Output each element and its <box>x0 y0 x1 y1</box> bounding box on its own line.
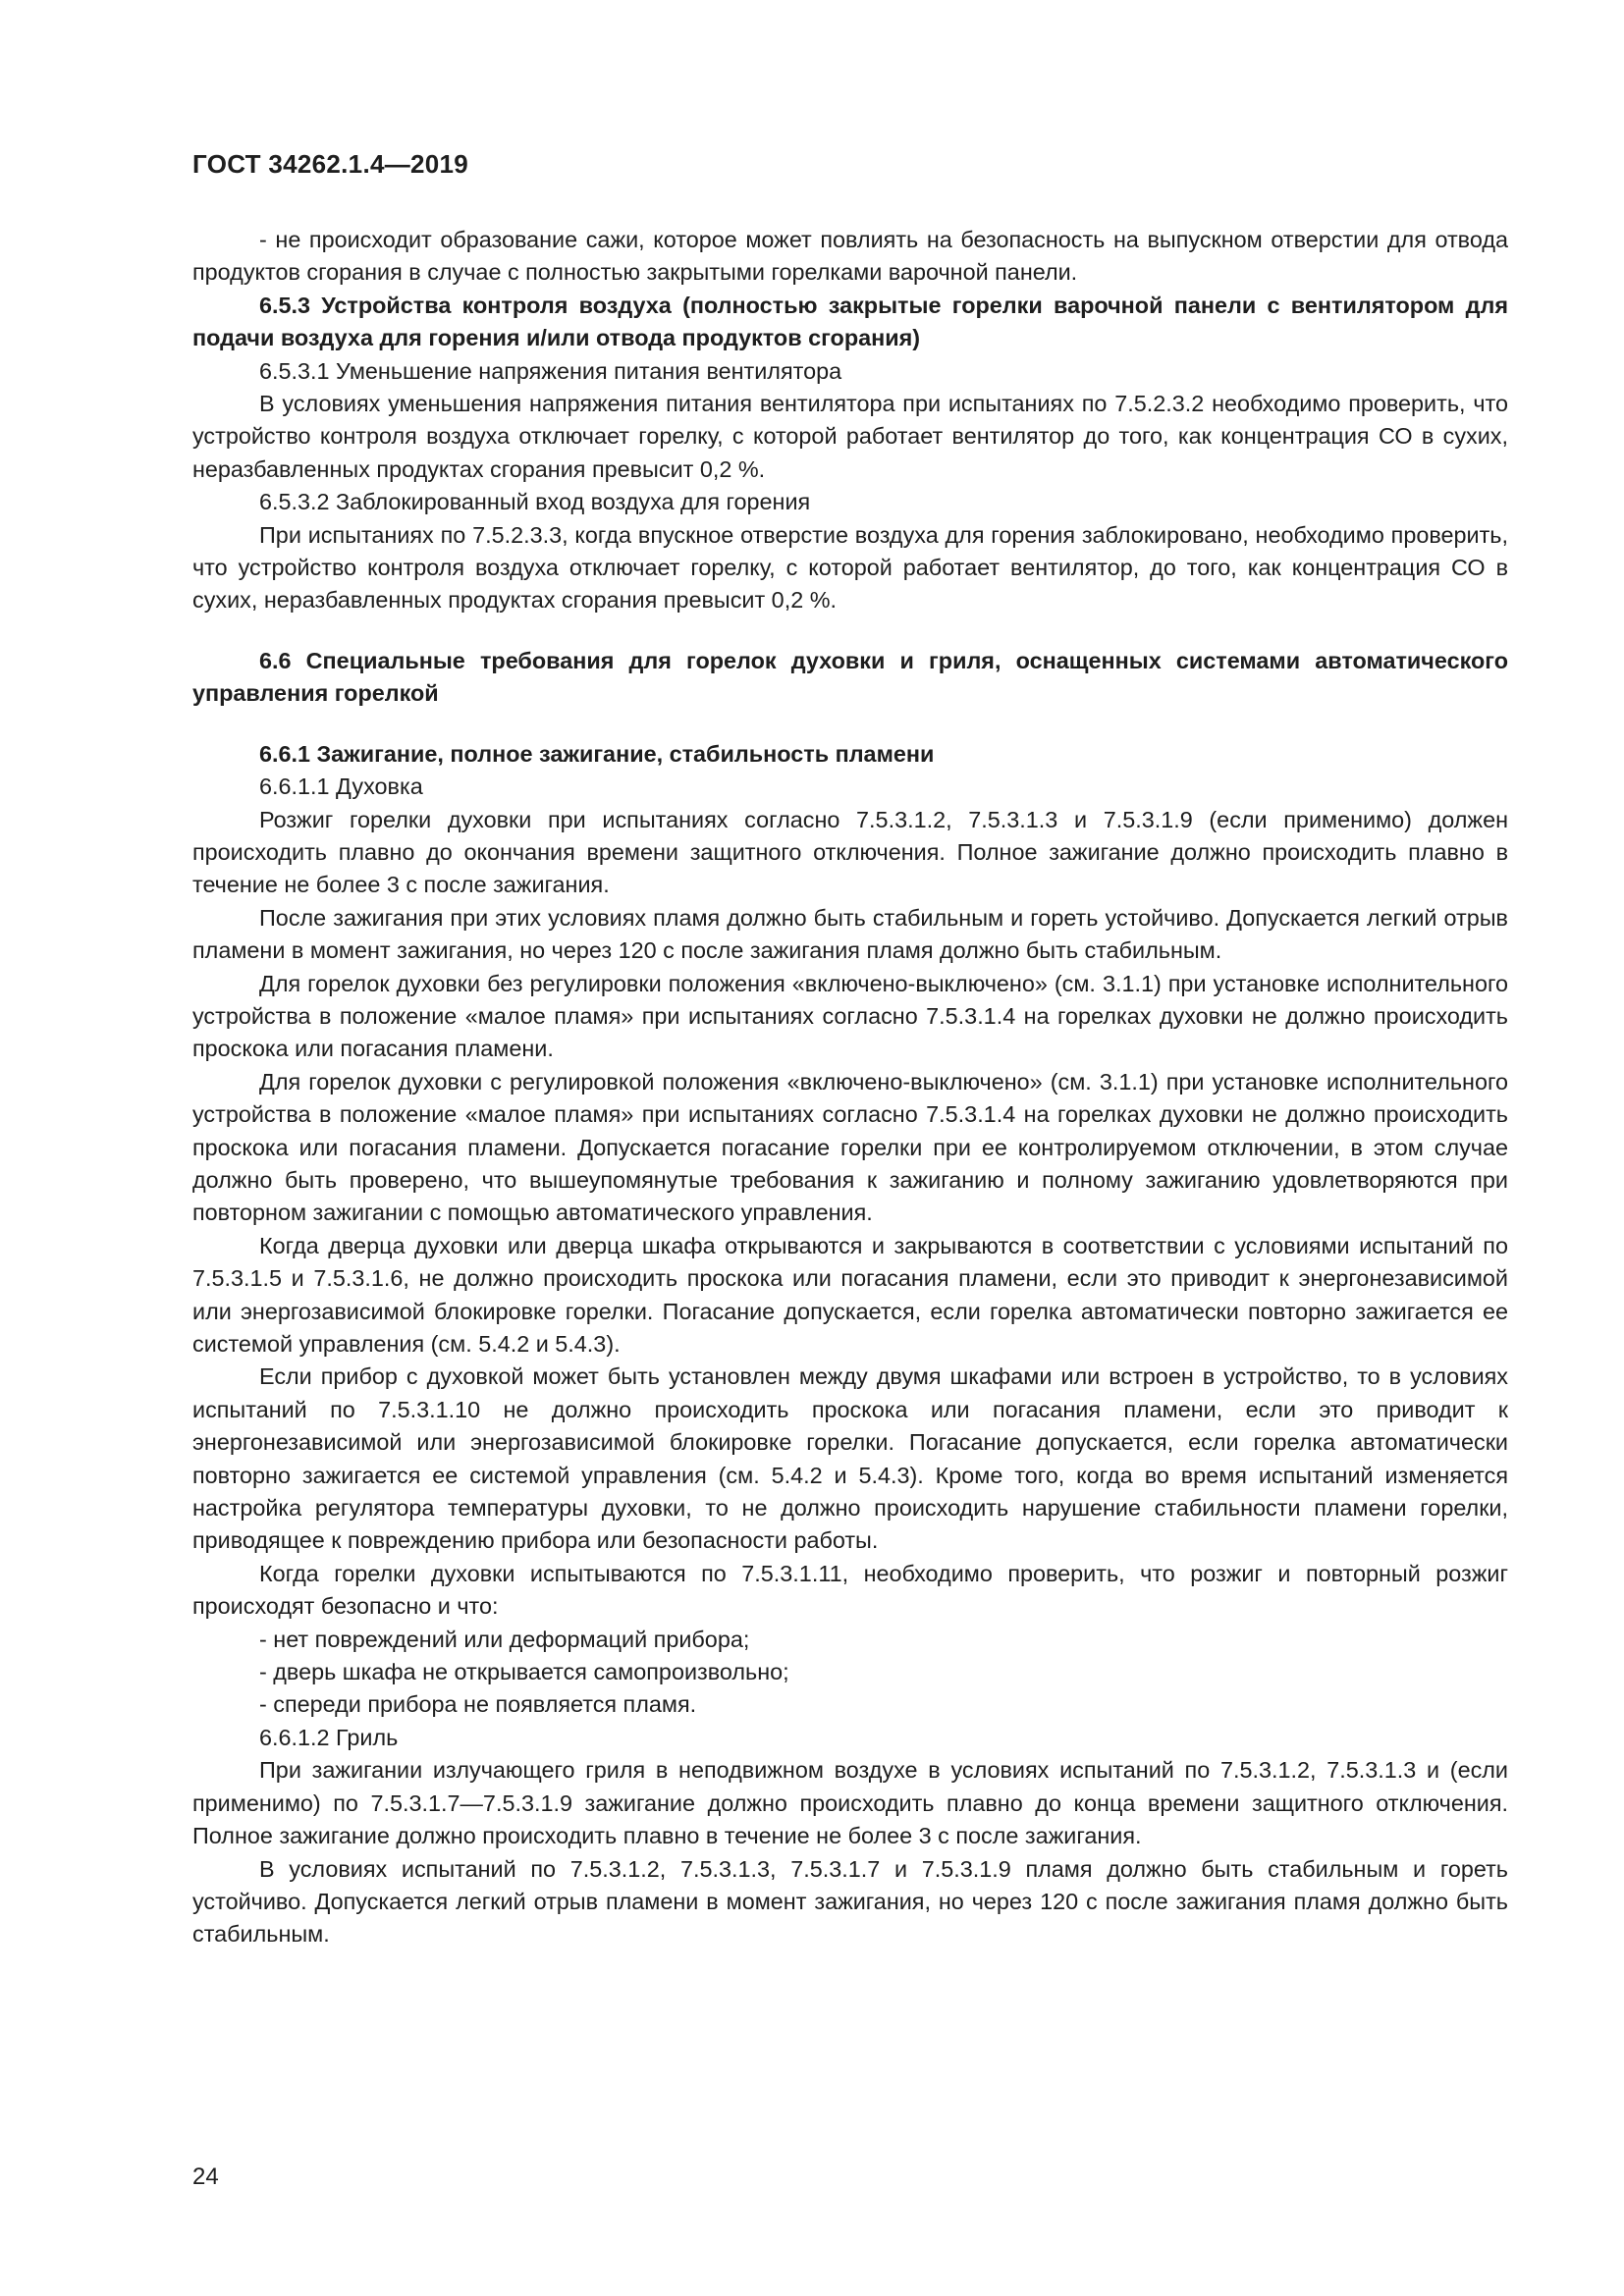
paragraph-6-5-3-1: В условиях уменьшения напряжения питания вентилятора при испытаниях по 7.5.2.3.2 необходимо проверить, что устройство контроля воздуха отключает горелку, с которой работает вентилятор до того, как концентрация СО в сухих, неразбавленных продуктах сгорания превысит 0,2 %. <box>192 391 1508 482</box>
list-item: - спереди прибора не появляется пламя. <box>259 1691 697 1718</box>
paragraph-oven-built-in: Если прибор с духовкой может быть установлен между двумя шкафами или встроен в устройство, то в условиях испытаний по 7.5.3.1.10 не должно происходить проскока или погасания пламени, если это приводит к энергонезависимой или энергозависимой блокировке горелки. Погасание допускается, если горелка автоматически повторно зажигается ее системой управления (см. 5.4.2 и 5.4.3). Кроме того, когда во время испытаний изменяется настройка регулятора температуры духовки, то не должно происходить нарушение стабильности пламени горелки, приводящее к повреждению прибора или безопасности работы. <box>192 1363 1508 1554</box>
subheading-6-5-3-2: 6.5.3.2 Заблокированный вход воздуха для горения <box>259 489 811 515</box>
paragraph-oven-onoff: Для горелок духовки с регулировкой положения «включено-выключено» (см. 3.1.1) при установке исполнительного устройства в положение «малое пламя» при испытаниях согласно 7.5.3.1.4 на горелках духовки не должно происходить проскока или погасания пламени. Допускается погасание горелки при ее контролируемом отключении, в этом случае должно быть проверено, что вышеупомянутые требования к зажиганию и полному зажиганию удовлетворяются при повторном зажигании с помощью автоматического управления. <box>192 1068 1508 1226</box>
document-code: ГОСТ 34262.1.4—2019 <box>192 149 469 179</box>
heading-6-6: 6.6 Специальные требования для горелок духовки и гриля, оснащенных системами автоматического управления горелкой <box>192 647 1508 707</box>
page-number: 24 <box>192 2163 219 2190</box>
paragraph-soot: - не происходит образование сажи, которое может повлиять на безопасность на выпускном отверстии для отвода продуктов сгорания в случае с полностью закрытыми горелками варочной панели. <box>192 227 1508 286</box>
list-item: - дверь шкафа не открывается самопроизвольно; <box>259 1659 789 1685</box>
paragraph-oven-stability: После зажигания при этих условиях пламя должно быть стабильным и гореть устойчиво. Допускается легкий отрыв пламени в момент зажигания, но через 120 с после зажигания пламя должно быть стабильным. <box>192 904 1508 964</box>
subheading-6-5-3-1: 6.5.3.1 Уменьшение напряжения питания вентилятора <box>259 357 842 384</box>
heading-6-5-3: 6.5.3 Устройства контроля воздуха (полностью закрытые горелки варочной панели с вентилятором для подачи воздуха для горения и/или отвода продуктов сгорания) <box>192 292 1508 351</box>
heading-6-6-1: 6.6.1 Зажигание, полное зажигание, стабильность пламени <box>259 740 935 767</box>
paragraph-6-5-3-2: При испытаниях по 7.5.2.3.3, когда впускное отверстие воздуха для горения заблокировано, необходимо проверить, что устройство контроля воздуха отключает горелку, с которой работает вентилятор, до того, как концентрация СО в сухих, неразбавленных продуктах сгорания превысит 0,2 %. <box>192 521 1508 614</box>
paragraph-grill-stability: В условиях испытаний по 7.5.3.1.2, 7.5.3.1.3, 7.5.3.1.7 и 7.5.3.1.9 пламя должно быть стабильным и гореть устойчиво. Допускается легкий отрыв пламени в момент зажигания, но через 120 с после зажигания пламя должно быть стабильным. <box>192 1855 1508 1948</box>
paragraph-oven-relight: Когда горелки духовки испытываются по 7.5.3.1.11, необходимо проверить, что розжиг и повторный розжиг происходят безопасно и что: <box>192 1560 1508 1620</box>
paragraph-oven-no-onoff: Для горелок духовки без регулировки положения «включено-выключено» (см. 3.1.1) при установке исполнительного устройства в положение «малое пламя» при испытаниях согласно 7.5.3.1.4 на горелках духовки не должно происходить проскока или погасания пламени. <box>192 970 1508 1062</box>
document-body <box>192 224 1508 1951</box>
paragraph-grill-ignition: При зажигании излучающего гриля в неподвижном воздухе в условиях испытаний по 7.5.3.1.2, 7.5.3.1.3 и (если применимо) по 7.5.3.1.7—7.5.3.1.9 зажигание должно происходить плавно до конца времени защитного отключения. Полное зажигание должно происходить плавно в течение не более 3 с после зажигания. <box>192 1757 1508 1849</box>
list-item: - нет повреждений или деформаций прибора; <box>259 1626 750 1652</box>
paragraph-oven-door: Когда дверца духовки или дверца шкафа открываются и закрываются в соответствии с условиями испытаний по 7.5.3.1.5 и 7.5.3.1.6, не должно происходить проскока или погасания пламени, если это приводит к энергонезависимой или энергозависимой блокировке горелки. Погасание допускается, если горелка автоматически повторно зажигается ее системой управления (см. 5.4.2 и 5.4.3). <box>192 1232 1508 1357</box>
subheading-6-6-1-1: 6.6.1.1 Духовка <box>259 774 423 800</box>
paragraph-oven-ignition: Розжиг горелки духовки при испытаниях согласно 7.5.3.1.2, 7.5.3.1.3 и 7.5.3.1.9 (если применимо) должен происходить плавно до окончания времени защитного отключения. Полное зажигание должно происходить плавно в течение не более 3 с после зажигания. <box>192 806 1508 898</box>
subheading-6-6-1-2: 6.6.1.2 Гриль <box>259 1724 399 1750</box>
